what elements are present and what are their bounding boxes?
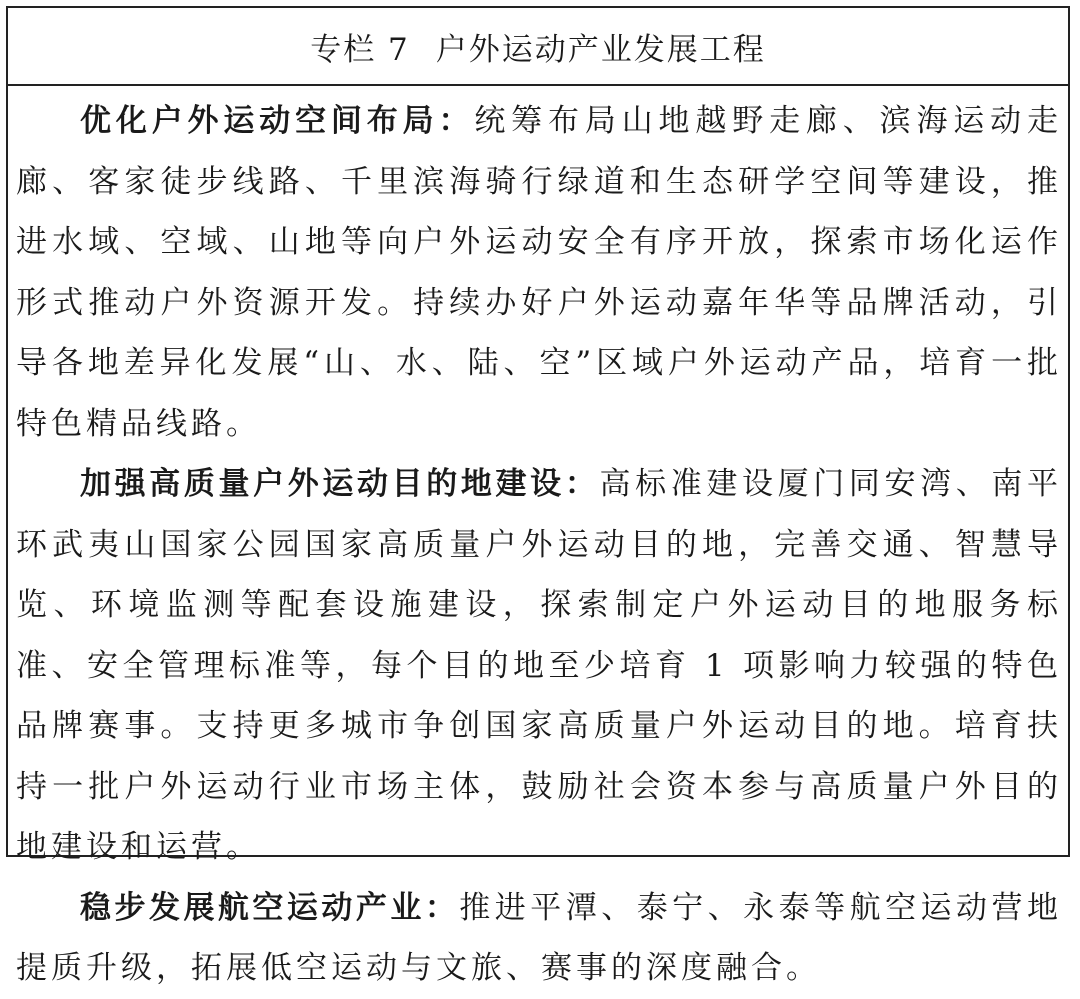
feature-box (6, 6, 1070, 986)
box-content (8, 86, 1068, 999)
paragraph-heading: 加强高质量户外运动目的地建设： (80, 466, 600, 502)
box-title-label: 专栏 7 (310, 31, 410, 68)
paragraph-heading: 稳步发展航空运动产业： (80, 889, 460, 926)
paragraph-body: 推进平潭、泰宁、永泰等航空运动营地提质升级，拓展低空运动与文旅、赛事的深度融合。 (16, 889, 1062, 986)
paragraph-body: 统筹布局山地越野走廊、滨海运动走廊、客家徒步线路、千里滨海骑行绿道和生态研学空间等建设，推进水域、空域、山地等向户外运动安全有序开放，探索市场化运作形式推动户外资源开发。持续办好户外运动嘉年华等品牌活动，引导各地差异化发展“山、水、陆、空”区域户外运动产品，培育一批特色精品线路。 (16, 103, 1063, 442)
box-title-text: 户外运动产业发展工程 (435, 31, 766, 68)
paragraph-aviation-sports (16, 878, 1062, 999)
paragraph-destination-construction (16, 454, 1062, 878)
paragraph-heading: 优化户外运动空间布局： (80, 103, 475, 139)
paragraph-space-layout (16, 91, 1062, 454)
paragraph-body: 高标准建设厦门同安湾、南平环武夷山国家公园国家高质量户外运动目的地，完善交通、智慧导览、环境监测等配套设施建设，探索制定户外运动目的地服务标准、安全管理标准等，每个目的地至少培育 1 项影响力较强的特色品牌赛事。支持更多城市争创国家高质量户外运动目的地。培育扶持一批户外运动行业市场主体，鼓励社会资本参与高质量户外目的地建设和运营。 (16, 466, 1063, 865)
box-title (8, 8, 1068, 86)
